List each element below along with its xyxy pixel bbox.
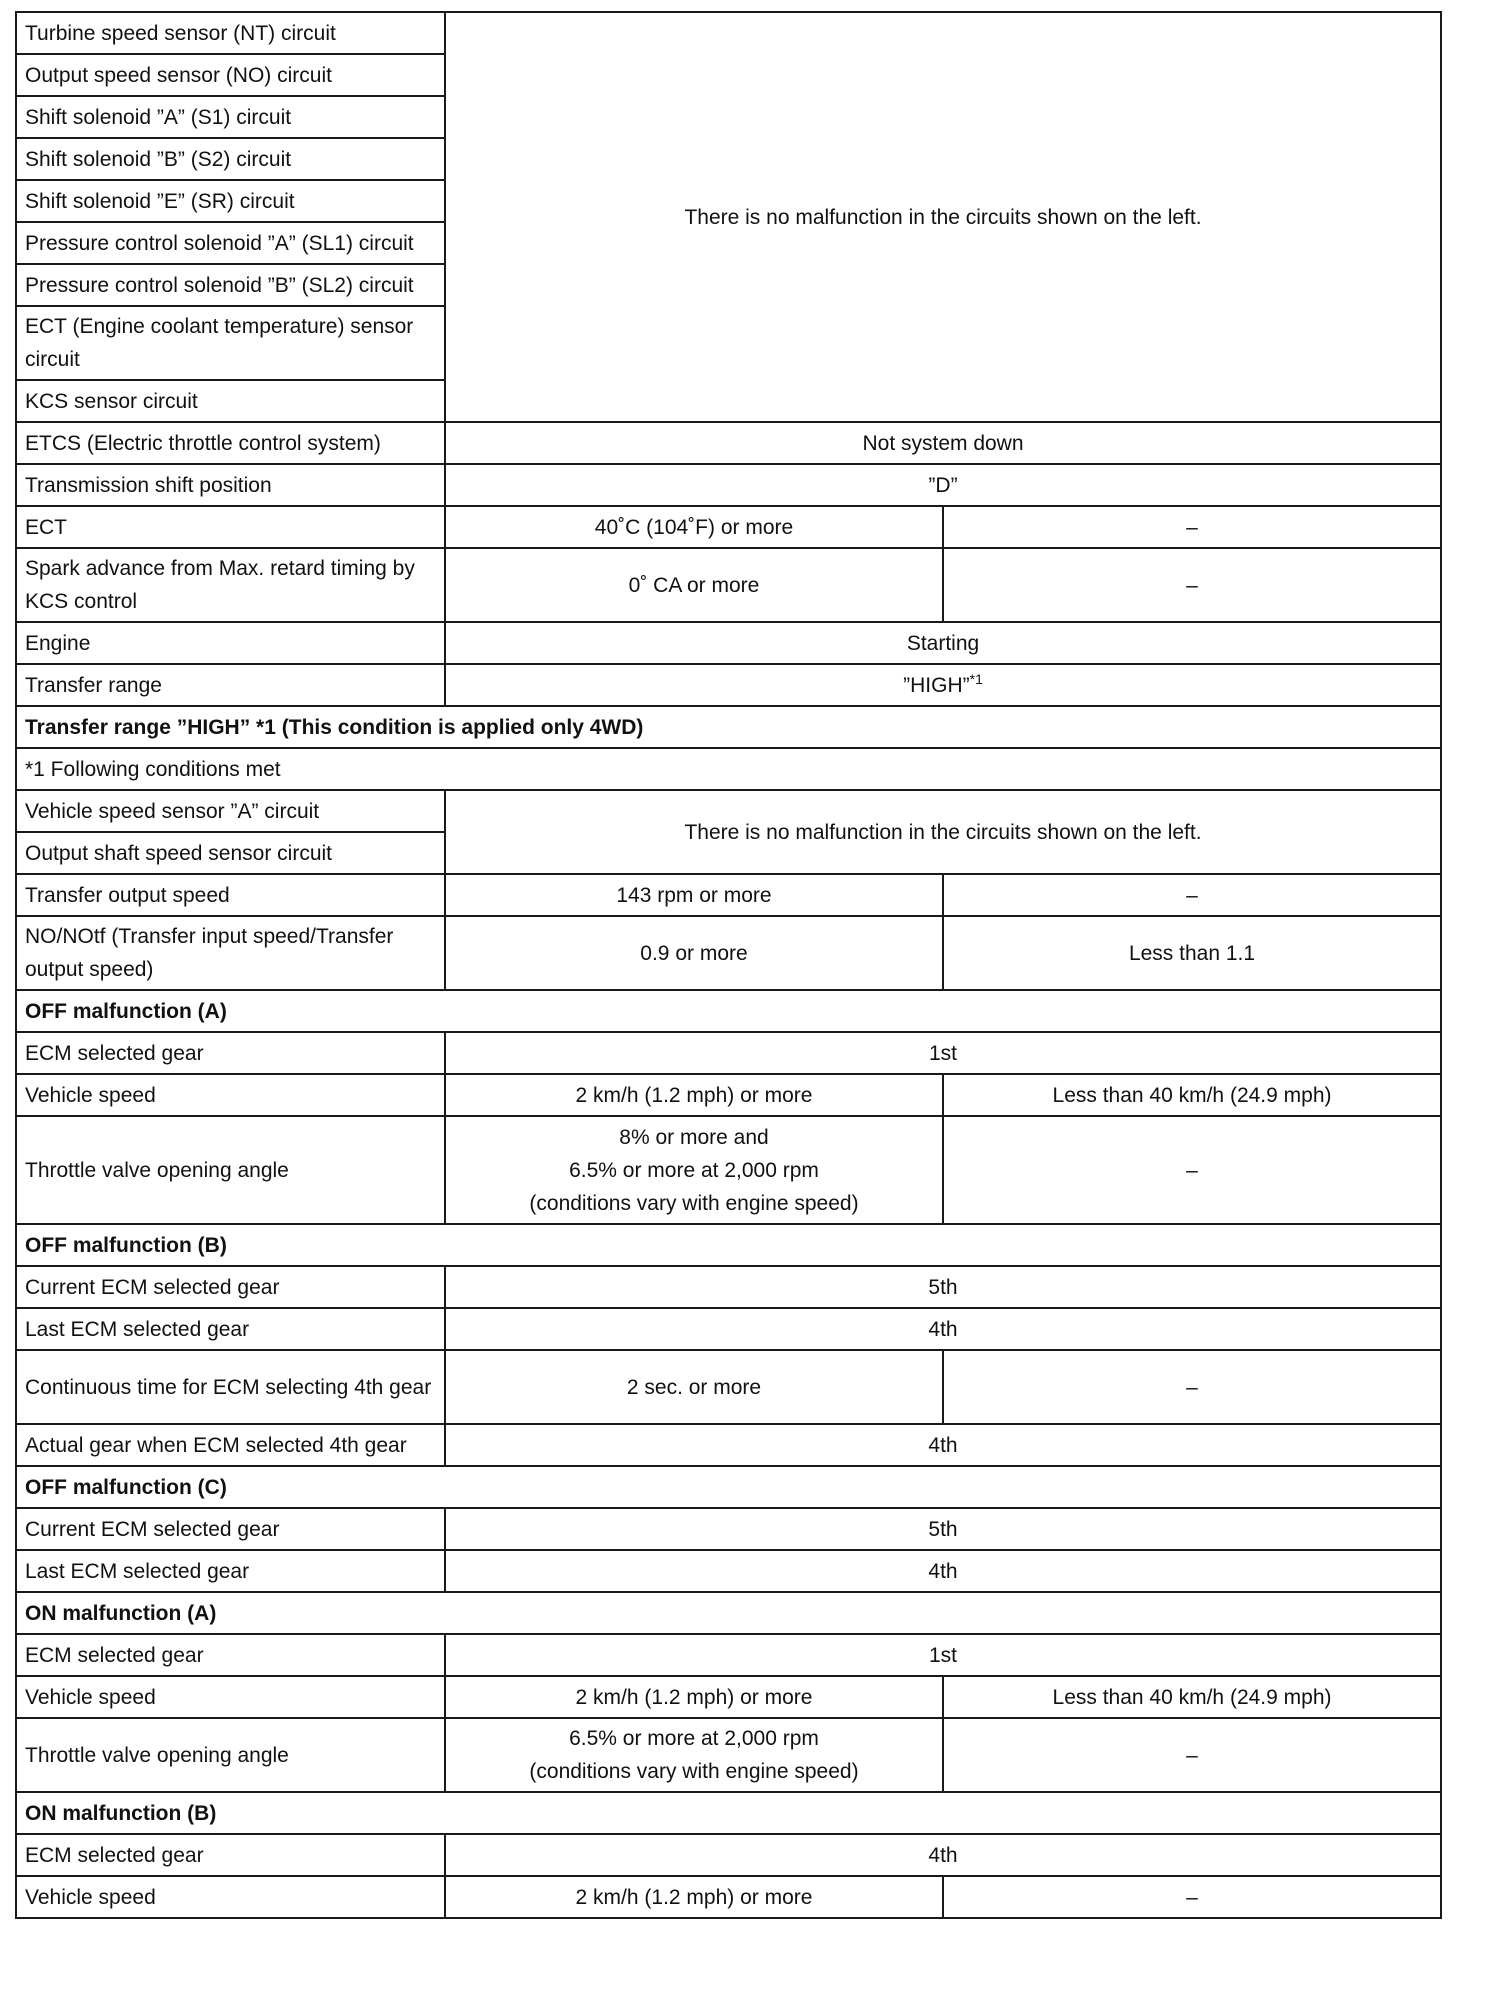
ect-value-2: – — [943, 506, 1441, 548]
table-row — [16, 790, 1441, 832]
table-row — [16, 1224, 1441, 1266]
conditions-table — [15, 11, 1442, 1919]
ect-value: 40˚C (104˚F) or more — [445, 506, 943, 548]
off-malfunction-c-heading: OFF malfunction (C) — [16, 1466, 1441, 1508]
transfer-circuits-status-value: There is no malfunction in the circuits shown on the left. — [445, 790, 1441, 874]
off-malfunction-a-heading: OFF malfunction (A) — [16, 990, 1441, 1032]
table-row — [16, 748, 1441, 790]
table-row — [16, 548, 1441, 622]
table-row — [16, 706, 1441, 748]
table-row — [16, 1876, 1441, 1918]
table-row — [16, 12, 1441, 54]
circuits-status-value: There is no malfunction in the circuits shown on the left. — [445, 12, 1441, 422]
table-row — [16, 874, 1441, 916]
circuit-label: Shift solenoid ”A” (S1) circuit — [16, 96, 445, 138]
transfer-output-speed-label: Transfer output speed — [16, 874, 445, 916]
etcs-value: Not system down — [445, 422, 1441, 464]
continuous-time-value-2: – — [943, 1350, 1441, 1424]
continuous-time-label: Continuous time for ECM selecting 4th gear — [16, 1350, 445, 1424]
throttle-angle-line: 8% or more and — [619, 1125, 769, 1149]
current-gear-label: Current ECM selected gear — [16, 1266, 445, 1308]
circuit-label: Pressure control solenoid ”B” (SL2) circuit — [16, 264, 445, 306]
ect-label: ECT — [16, 506, 445, 548]
throttle-angle-value-2: – — [943, 1718, 1441, 1792]
table-row — [16, 1718, 1441, 1792]
table-row — [16, 1424, 1441, 1466]
table-row — [16, 1634, 1441, 1676]
footnote-marker: *1 — [969, 670, 983, 687]
circuit-label: Pressure control solenoid ”A” (SL1) circuit — [16, 222, 445, 264]
table-row — [16, 506, 1441, 548]
table-row — [16, 1266, 1441, 1308]
on-malfunction-a-heading: ON malfunction (A) — [16, 1592, 1441, 1634]
table-row — [16, 664, 1441, 706]
ecm-selected-gear-value: 1st — [445, 1032, 1441, 1074]
throttle-angle-label: Throttle valve opening angle — [16, 1116, 445, 1224]
current-gear-value: 5th — [445, 1266, 1441, 1308]
throttle-angle-line: (conditions vary with engine speed) — [529, 1191, 859, 1215]
table-row — [16, 1508, 1441, 1550]
table-row — [16, 1834, 1441, 1876]
vehicle-speed-value-2: Less than 40 km/h (24.9 mph) — [943, 1676, 1441, 1718]
last-gear-value: 4th — [445, 1308, 1441, 1350]
table-row — [16, 1074, 1441, 1116]
current-gear-value: 5th — [445, 1508, 1441, 1550]
table-row — [16, 1550, 1441, 1592]
transfer-range-value: ”HIGH” — [903, 673, 970, 697]
spark-advance-value: 0˚ CA or more — [445, 548, 943, 622]
circuit-label: ECT (Engine coolant temperature) sensor circuit — [16, 306, 445, 380]
table-row — [16, 1792, 1441, 1834]
vehicle-speed-value: 2 km/h (1.2 mph) or more — [445, 1676, 943, 1718]
transfer-range-label: Transfer range — [16, 664, 445, 706]
table-row — [16, 1466, 1441, 1508]
table-row — [16, 1350, 1441, 1424]
transfer-output-speed-value-2: – — [943, 874, 1441, 916]
vehicle-speed-label: Vehicle speed — [16, 1876, 445, 1918]
spark-advance-label: Spark advance from Max. retard timing by KCS control — [16, 548, 445, 622]
throttle-angle-line: 6.5% or more at 2,000 rpm — [569, 1158, 819, 1182]
table-row — [16, 464, 1441, 506]
transfer-range-value-cell — [445, 664, 1441, 706]
circuit-label: Shift solenoid ”E” (SR) circuit — [16, 180, 445, 222]
ecm-selected-gear-label: ECM selected gear — [16, 1634, 445, 1676]
vehicle-speed-value: 2 km/h (1.2 mph) or more — [445, 1876, 943, 1918]
ecm-selected-gear-label: ECM selected gear — [16, 1032, 445, 1074]
spark-advance-value-2: – — [943, 548, 1441, 622]
no-notf-value: 0.9 or more — [445, 916, 943, 990]
vehicle-speed-value-2: Less than 40 km/h (24.9 mph) — [943, 1074, 1441, 1116]
transfer-circuit-label: Vehicle speed sensor ”A” circuit — [16, 790, 445, 832]
throttle-angle-line: 6.5% or more at 2,000 rpm — [569, 1727, 819, 1750]
engine-value: Starting — [445, 622, 1441, 664]
circuit-label: Turbine speed sensor (NT) circuit — [16, 12, 445, 54]
table-row — [16, 622, 1441, 664]
transfer-output-speed-value: 143 rpm or more — [445, 874, 943, 916]
table-row — [16, 1676, 1441, 1718]
last-gear-label: Last ECM selected gear — [16, 1550, 445, 1592]
table-row — [16, 1592, 1441, 1634]
footnote-text: *1 Following conditions met — [16, 748, 1441, 790]
no-notf-value-2: Less than 1.1 — [943, 916, 1441, 990]
throttle-angle-value — [445, 1116, 943, 1224]
shift-position-label: Transmission shift position — [16, 464, 445, 506]
last-gear-value: 4th — [445, 1550, 1441, 1592]
current-gear-label: Current ECM selected gear — [16, 1508, 445, 1550]
actual-gear-label: Actual gear when ECM selected 4th gear — [16, 1424, 445, 1466]
vehicle-speed-label: Vehicle speed — [16, 1676, 445, 1718]
throttle-angle-value — [445, 1718, 943, 1792]
off-malfunction-b-heading: OFF malfunction (B) — [16, 1224, 1441, 1266]
table-row — [16, 1116, 1441, 1224]
table-row — [16, 422, 1441, 464]
vehicle-speed-value-2: – — [943, 1876, 1441, 1918]
etcs-label: ETCS (Electric throttle control system) — [16, 422, 445, 464]
transfer-section-heading: Transfer range ”HIGH” *1 (This condition is applied only 4WD) — [16, 706, 1441, 748]
continuous-time-value: 2 sec. or more — [445, 1350, 943, 1424]
shift-position-value: ”D” — [445, 464, 1441, 506]
throttle-angle-label: Throttle valve opening angle — [16, 1718, 445, 1792]
table-row — [16, 1308, 1441, 1350]
table-row — [16, 990, 1441, 1032]
on-malfunction-b-heading: ON malfunction (B) — [16, 1792, 1441, 1834]
table-row — [16, 1032, 1441, 1074]
actual-gear-value: 4th — [445, 1424, 1441, 1466]
engine-label: Engine — [16, 622, 445, 664]
table-row — [16, 916, 1441, 990]
last-gear-label: Last ECM selected gear — [16, 1308, 445, 1350]
throttle-angle-line: (conditions vary with engine speed) — [529, 1760, 859, 1783]
ecm-selected-gear-value: 4th — [445, 1834, 1441, 1876]
no-notf-label: NO/NOtf (Transfer input speed/Transfer output speed) — [16, 916, 445, 990]
circuit-label: Output speed sensor (NO) circuit — [16, 54, 445, 96]
ecm-selected-gear-value: 1st — [445, 1634, 1441, 1676]
circuit-label: KCS sensor circuit — [16, 380, 445, 422]
transfer-circuit-label: Output shaft speed sensor circuit — [16, 832, 445, 874]
vehicle-speed-value: 2 km/h (1.2 mph) or more — [445, 1074, 943, 1116]
ecm-selected-gear-label: ECM selected gear — [16, 1834, 445, 1876]
vehicle-speed-label: Vehicle speed — [16, 1074, 445, 1116]
circuit-label: Shift solenoid ”B” (S2) circuit — [16, 138, 445, 180]
throttle-angle-value-2: – — [943, 1116, 1441, 1224]
